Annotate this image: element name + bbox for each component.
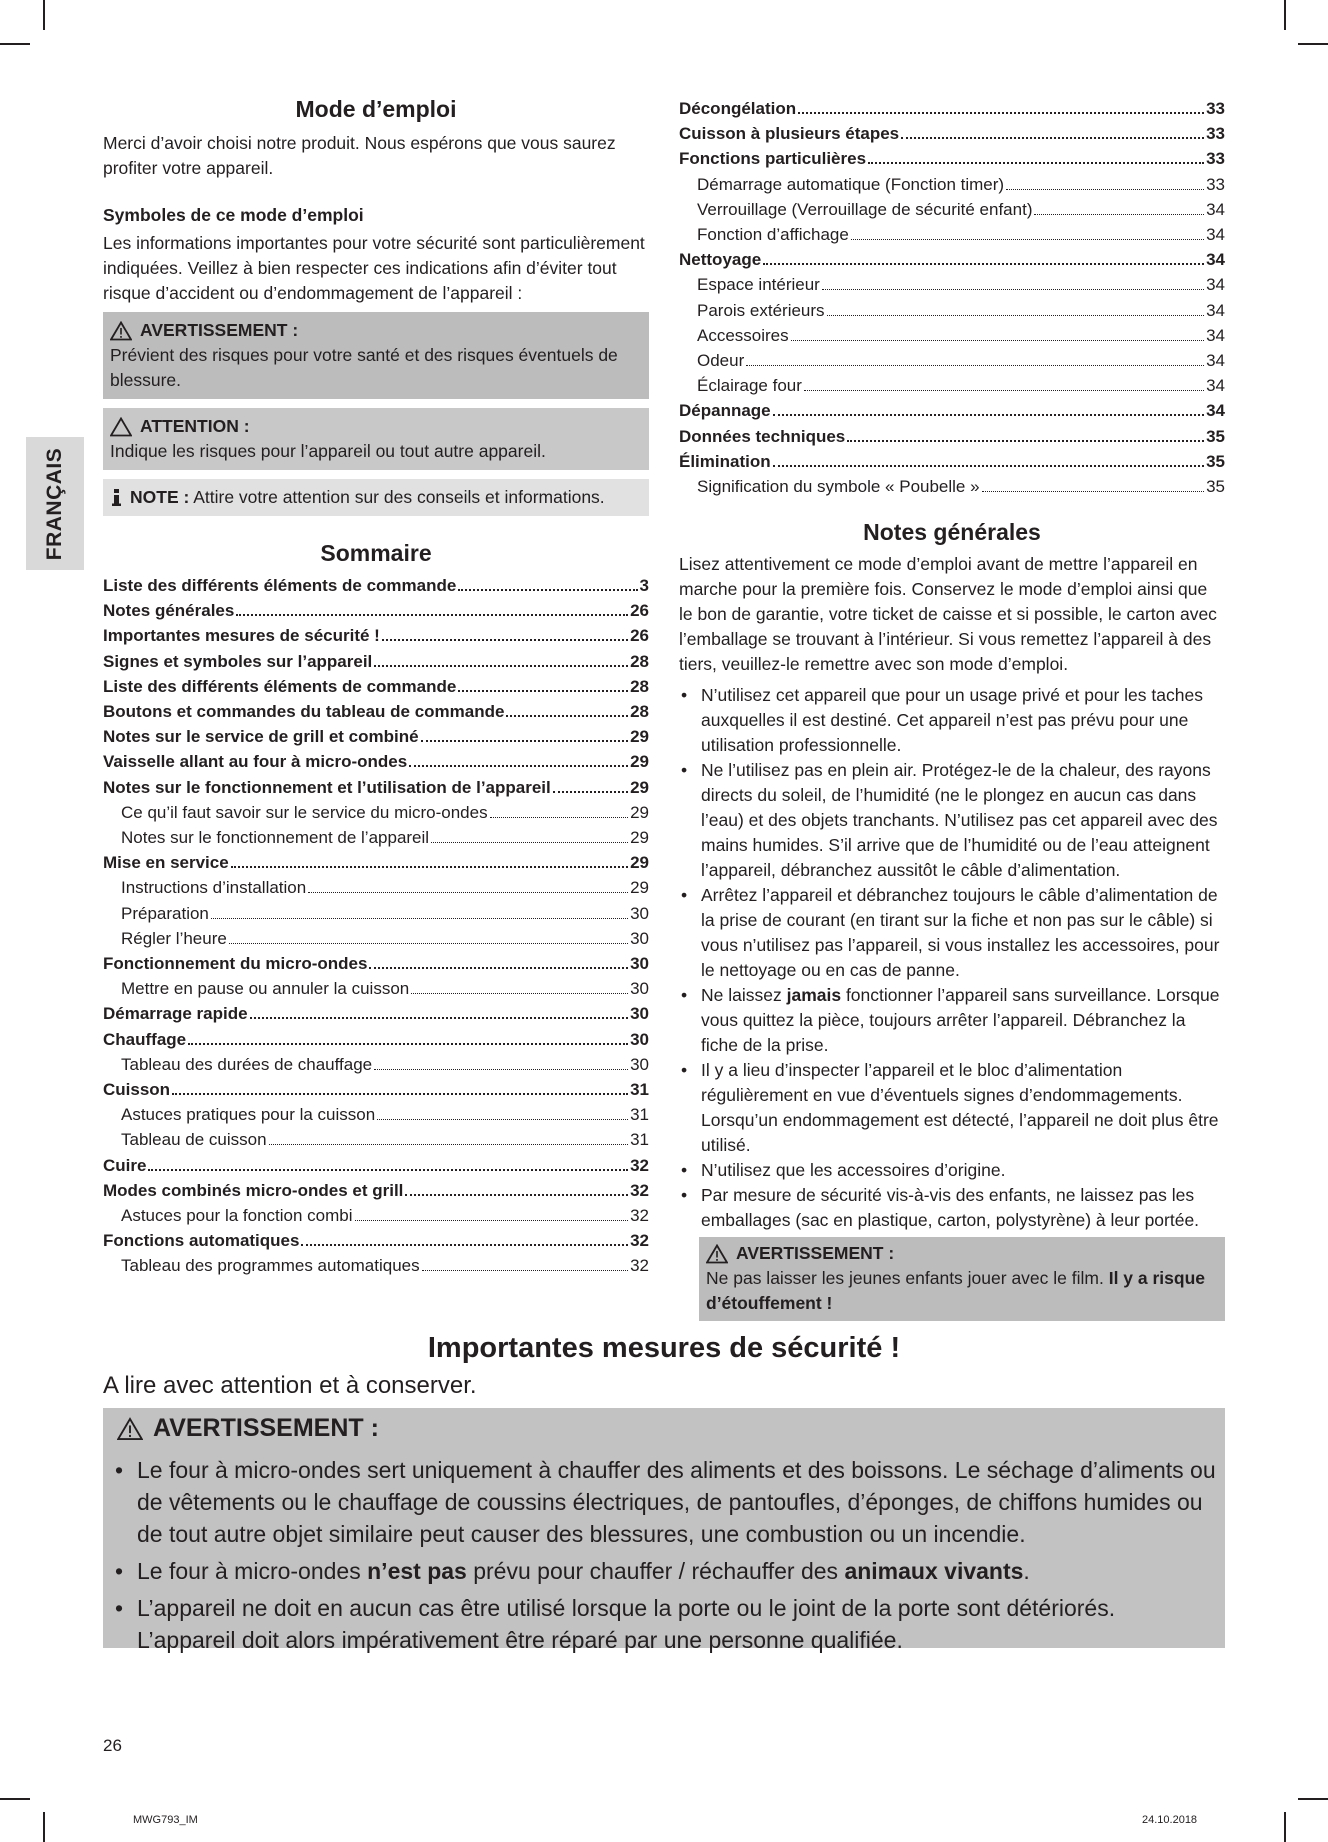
crop-mark xyxy=(0,43,30,45)
film-warning-box xyxy=(699,1237,1225,1321)
list-item: • Ne l’utilisez pas en plein air. Protégez-le de la chaleur, des rayons directs du soleil, de l’humidité (ne le plongez en aucun cas dans l’eau) et des objets tranchants. N’utilisez pas cet appareil avec des mains humides. S’il arrive que de l’humidité ou de l’eau atteignent l’appareil, débranchez aussitôt le câble d’alimentation. xyxy=(679,758,1225,883)
toc-entry: Tableau des durées de chauffage 30 xyxy=(121,1054,649,1074)
toc-right xyxy=(679,96,1225,499)
toc-entry: Décongélation 33 xyxy=(679,99,1225,118)
toc-entry: Élimination 35 xyxy=(679,451,1225,471)
securite-warning-title: AVERTISSEMENT : xyxy=(153,1414,379,1442)
list-item: • N’utilisez que les accessoires d’origine. xyxy=(679,1158,1225,1183)
toc-entry: Notes sur le fonctionnement et l’utilisation de l’appareil 29 xyxy=(103,777,649,797)
toc-entry: Signification du symbole « Poubelle » 35 xyxy=(697,477,1225,497)
toc-entry: Espace intérieur 34 xyxy=(697,275,1225,295)
toc-entry: Accessoires 34 xyxy=(697,325,1225,345)
toc-entry: Astuces pour la fonction combi 32 xyxy=(121,1206,649,1226)
toc-entry: Cuire 32 xyxy=(103,1155,649,1175)
toc-entry: Fonction d’affichage 34 xyxy=(697,225,1225,245)
toc-entry: Démarrage automatique (Fonction timer) 33 xyxy=(697,174,1225,194)
list-item: • Arrêtez l’appareil et débranchez toujours le câble d’alimentation de la prise de courant (en tirant sur la fiche et non pas sur le câble) si vous n’utilisez pas l’appareil, si vous installez les accessoires, pour le nettoyage ou en cas de panne. xyxy=(679,883,1225,983)
toc-left xyxy=(103,573,649,1279)
notes-generales-intro: Lisez attentivement ce mode d’emploi avant de mettre l’appareil en marche pour la première fois. Conservez le mode d’emploi ainsi que le bon de garantie, votre ticket de caisse et si possible, le carton avec l’emballage se trouvant à l’intérieur. Si vous remettez l’appareil à des tiers, veuillez-le remettre avec son mode d’emploi. xyxy=(679,554,1217,675)
mode-emploi-title: Mode d’emploi xyxy=(295,96,457,122)
toc-entry: Astuces pratiques pour la cuisson 31 xyxy=(121,1105,649,1125)
language-label: FRANÇAIS xyxy=(43,447,66,560)
warning-icon xyxy=(706,1244,728,1264)
toc-entry: Vaisselle allant au four à micro-ondes 29 xyxy=(103,752,649,772)
list-item: • Par mesure de sécurité vis-à-vis des enfants, ne laissez pas les emballages (sac en plastique, carton, polystyrène) à leur portée. xyxy=(679,1183,1225,1233)
note-label: NOTE : xyxy=(130,487,190,507)
symbols-heading: Symboles de ce mode d’emploi xyxy=(103,205,364,225)
crop-mark xyxy=(1298,1798,1328,1800)
toc-entry: Mettre en pause ou annuler la cuisson 30 xyxy=(121,979,649,999)
toc-entry: Fonctions particulières 33 xyxy=(679,149,1225,169)
securite-list xyxy=(113,1454,1218,1661)
warning-text: Prévient des risques pour votre santé et des risques éventuels de blessure. xyxy=(110,345,618,390)
symbols-text: Les informations importantes pour votre sécurité sont particulièrement indiquées. Veillez à bien respecter ces indications afin d’éviter tout risque d’accident ou d’endommagement de l’appareil : xyxy=(103,233,645,303)
toc-entry: Odeur 34 xyxy=(697,351,1225,371)
language-tab xyxy=(26,437,84,570)
film-warning-text: Ne pas laisser les jeunes enfants jouer avec le film. Il y a risque d’étouffement ! xyxy=(706,1268,1205,1314)
list-item: • N’utilisez cet appareil que pour un usage privé et pour les taches auxquelles il est destiné. Cet appareil n’est pas prévu pour une utilisation professionnelle. xyxy=(679,683,1225,758)
list-item: • Le four à micro-ondes n’est pas prévu pour chauffer / réchauffer des animaux vivants. xyxy=(113,1555,1218,1587)
list-item: • Ne laissez jamais fonctionner l’appareil sans surveillance. Lorsque vous quittez la pièce, toujours arrêter l’appareil. Débranchez la fiche de la prise. xyxy=(679,983,1225,1058)
toc-entry: Préparation 30 xyxy=(121,903,649,923)
toc-entry: Parois extérieurs 34 xyxy=(697,300,1225,320)
footer-model: MWG793_IM xyxy=(133,1814,198,1826)
toc-entry: Dépannage 34 xyxy=(679,401,1225,421)
toc-entry: Notes sur le service de grill et combiné 29 xyxy=(103,727,649,747)
warning-box xyxy=(103,312,649,399)
crop-mark xyxy=(1284,0,1286,30)
securite-subtitle: A lire avec attention et à conserver. xyxy=(103,1372,477,1399)
toc-entry: Liste des différents éléments de commande 3 xyxy=(103,576,649,595)
warning-icon xyxy=(117,1417,143,1441)
crop-mark xyxy=(0,1798,30,1800)
footer-date: 24.10.2018 xyxy=(1142,1814,1198,1826)
warning-icon xyxy=(110,321,132,341)
left-column xyxy=(103,96,649,1279)
toc-entry: Cuisson à plusieurs étapes 33 xyxy=(679,124,1225,144)
toc-entry: Nettoyage 34 xyxy=(679,250,1225,270)
right-column xyxy=(679,96,1225,1321)
toc-entry: Démarrage rapide 30 xyxy=(103,1004,649,1024)
toc-entry: Signes et symboles sur l’appareil 28 xyxy=(103,651,649,671)
toc-entry: Ce qu’il faut savoir sur le service du micro-ondes 29 xyxy=(121,802,649,822)
mode-emploi-intro: Merci d’avoir choisi notre produit. Nous espérons que vous saurez profiter votre appareil. xyxy=(103,133,616,178)
crop-mark xyxy=(1284,1812,1286,1842)
film-warning-title: AVERTISSEMENT : xyxy=(736,1243,895,1264)
toc-entry: Cuisson 31 xyxy=(103,1080,649,1100)
toc-entry: Tableau des programmes automatiques 32 xyxy=(121,1256,649,1276)
list-item: • L’appareil ne doit en aucun cas être utilisé lorsque la porte ou le joint de la porte sont détériorés. L’appareil doit alors impérativement être réparé par une personne qualifiée. xyxy=(113,1592,1218,1656)
toc-entry: Instructions d’installation 29 xyxy=(121,878,649,898)
crop-mark xyxy=(43,0,45,30)
notes-generales-list xyxy=(679,683,1225,1233)
list-item: • Il y a lieu d’inspecter l’appareil et le bloc d’alimentation régulièrement en vue d’éventuels signes d’endommagements. Lorsqu’un endommagement est détecté, l’appareil ne doit plus être utilisé. xyxy=(679,1058,1225,1158)
securite-warning-box xyxy=(103,1408,1225,1653)
attention-title: ATTENTION : xyxy=(140,416,250,436)
attention-icon xyxy=(110,417,132,437)
toc-entry: Tableau de cuisson 31 xyxy=(121,1130,649,1150)
note-text: Attire votre attention sur des conseils et informations. xyxy=(193,487,605,507)
toc-entry: Chauffage 30 xyxy=(103,1029,649,1049)
list-item: • Le four à micro-ondes sert uniquement à chauffer des aliments et des boissons. Le séchage d’aliments ou de vêtements ou le chauffage de coussins électriques, de pantoufles, d’éponges, de chiffons humides ou de tout autre objet similaire peut causer des blessures, une combustion ou un incendie. xyxy=(113,1454,1218,1550)
toc-entry: Fonctionnement du micro-ondes 30 xyxy=(103,954,649,974)
warning-title: AVERTISSEMENT : xyxy=(140,320,299,340)
toc-entry: Modes combinés micro-ondes et grill 32 xyxy=(103,1180,649,1200)
note-box xyxy=(103,479,649,516)
toc-entry: Régler l’heure 30 xyxy=(121,928,649,948)
attention-box xyxy=(103,408,649,470)
securite-title: Importantes mesures de sécurité ! xyxy=(427,1332,901,1364)
crop-mark xyxy=(1298,43,1328,45)
toc-entry: Verrouillage (Verrouillage de sécurité enfant) 34 xyxy=(697,199,1225,219)
sommaire-title: Sommaire xyxy=(320,540,432,566)
toc-entry: Liste des différents éléments de commande 28 xyxy=(103,676,649,696)
crop-mark xyxy=(43,1812,45,1842)
toc-entry: Notes générales 26 xyxy=(103,601,649,621)
notes-generales-title: Notes générales xyxy=(863,519,1041,546)
toc-entry: Boutons et commandes du tableau de commande 28 xyxy=(103,702,649,722)
attention-text: Indique les risques pour l’appareil ou tout autre appareil. xyxy=(110,441,546,461)
toc-entry: Fonctions automatiques 32 xyxy=(103,1231,649,1251)
toc-entry: Mise en service 29 xyxy=(103,853,649,873)
info-icon xyxy=(110,488,124,508)
page-number: 26 xyxy=(103,1736,122,1755)
toc-entry: Données techniques 35 xyxy=(679,426,1225,446)
toc-entry: Éclairage four 34 xyxy=(697,376,1225,396)
toc-entry: Importantes mesures de sécurité ! 26 xyxy=(103,626,649,646)
toc-entry: Notes sur le fonctionnement de l’appareil 29 xyxy=(121,828,649,848)
